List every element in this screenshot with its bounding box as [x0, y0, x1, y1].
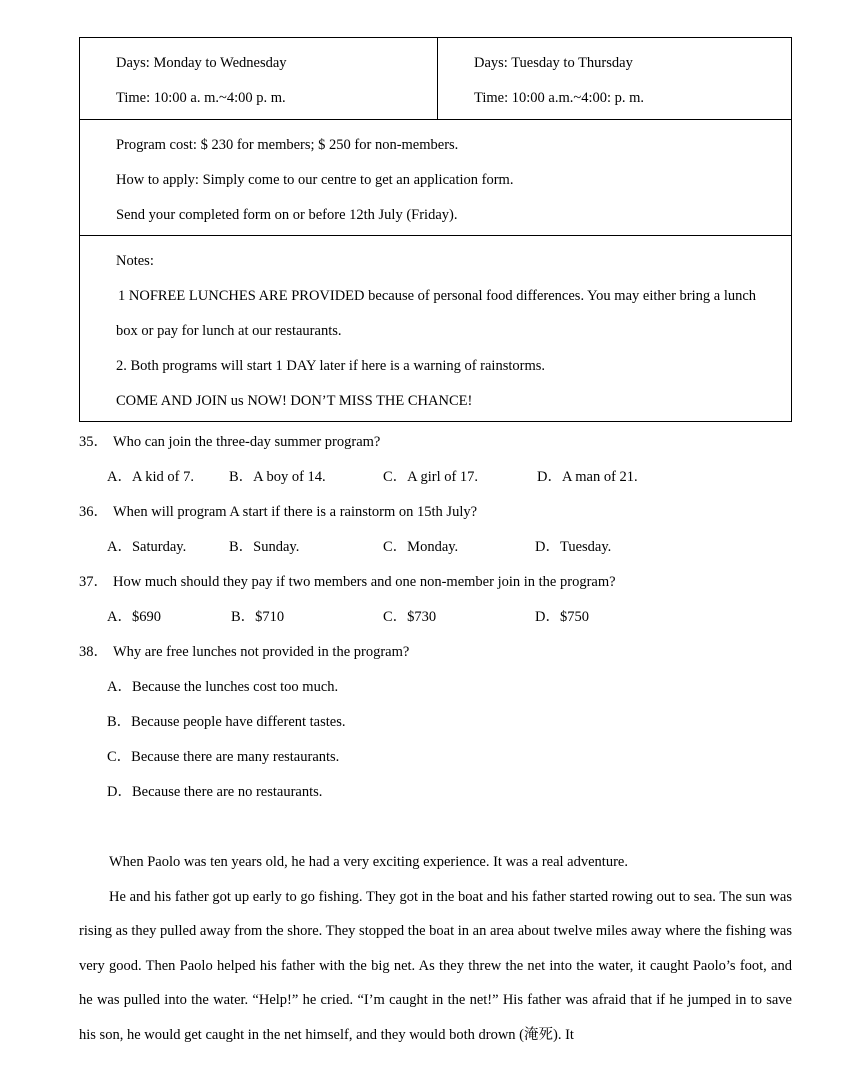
- reading-passage: [79, 845, 792, 1052]
- option-d[interactable]: D．$750: [535, 609, 589, 625]
- option-a[interactable]: A．Saturday.: [107, 539, 187, 555]
- option-d[interactable]: D．Tuesday.: [535, 539, 612, 555]
- option-a[interactable]: A．$690: [107, 609, 161, 625]
- question-35: [79, 428, 792, 463]
- question-37-options: [79, 603, 792, 638]
- how-to-apply: How to apply: Simply come to our centre to get an application form.: [116, 172, 514, 188]
- program-cost: Program cost: $ 230 for members; $ 250 for non-members.: [116, 137, 459, 153]
- call-to-action: COME AND JOIN us NOW! DON’T MISS THE CHANCE!: [116, 393, 473, 409]
- cost-apply-cell: [80, 120, 792, 236]
- question-text: How much should they pay if two members and one non-member join in the program?: [113, 574, 616, 590]
- option-a[interactable]: A．Because the lunches cost too much.: [107, 679, 339, 695]
- option-d[interactable]: D．Because there are no restaurants.: [107, 784, 323, 800]
- question-text: Why are free lunches not provided in the program?: [113, 644, 410, 660]
- send-form: Send your completed form on or before 12th July (Friday).: [116, 207, 458, 223]
- option-c[interactable]: C．Monday.: [383, 539, 459, 555]
- option-b[interactable]: B．Because people have different tastes.: [107, 714, 346, 730]
- question-number: 35．: [79, 434, 108, 450]
- questions-section: [79, 428, 792, 813]
- program-a-days: Days: Monday to Wednesday: [116, 55, 287, 71]
- program-a-cell: [80, 38, 438, 120]
- note-2: 2. Both programs will start 1 DAY later if here is a warning of rainstorms.: [116, 358, 546, 374]
- program-b-time: Time: 10:00 a.m.~4:00: p. m.: [474, 90, 645, 106]
- program-b-days: Days: Tuesday to Thursday: [474, 55, 633, 71]
- question-38: [79, 638, 792, 673]
- question-number: 36．: [79, 504, 108, 520]
- option-a[interactable]: A．A kid of 7.: [107, 469, 194, 485]
- program-info-table: [79, 37, 792, 422]
- question-37: [79, 568, 792, 603]
- question-36: [79, 498, 792, 533]
- question-text: Who can join the three-day summer program?: [113, 434, 381, 450]
- question-36-options: [79, 533, 792, 568]
- option-b[interactable]: B．A boy of 14.: [229, 469, 326, 485]
- question-text: When will program A start if there is a rainstorm on 15th July?: [113, 504, 478, 520]
- passage-paragraph-1: When Paolo was ten years old, he had a very exciting experience. It was a real adventure.: [109, 854, 628, 870]
- option-b[interactable]: B．Sunday.: [229, 539, 300, 555]
- option-c[interactable]: C．A girl of 17.: [383, 469, 479, 485]
- note-1-line-2: box or pay for lunch at our restaurants.: [116, 323, 342, 339]
- passage-paragraph-2: He and his father got up early to go fishing. They got in the boat and his father started rowing out to sea. The sun was rising as they pulled away from the shore. They stopped the boat in an area about twelve miles away where the fishing was very good. Then Paolo helped his father with the big net. As they threw the net into the water, it caught Paolo’s foot, and he was pulled into the water. “Help!” he cried. “I’m caught in the net!” His father was afraid that if he jumped in to save his son, he would get caught in the net himself, and they would both drown (淹死). It: [79, 888, 792, 1043]
- program-a-time: Time: 10:00 a. m.~4:00 p. m.: [116, 90, 286, 106]
- question-35-options: [79, 463, 792, 498]
- question-number: 37．: [79, 574, 108, 590]
- note-1-line-1: 1 NOFREE LUNCHES ARE PROVIDED because of personal food differences. You may either bring a lunch: [118, 288, 757, 304]
- option-b[interactable]: B．$710: [231, 609, 285, 625]
- notes-title: Notes:: [116, 253, 154, 269]
- option-d[interactable]: D．A man of 21.: [537, 469, 638, 485]
- option-c[interactable]: C．Because there are many restaurants.: [107, 749, 340, 765]
- question-number: 38．: [79, 644, 108, 660]
- notes-cell: [80, 236, 792, 422]
- program-b-cell: [438, 38, 792, 120]
- option-c[interactable]: C．$730: [383, 609, 437, 625]
